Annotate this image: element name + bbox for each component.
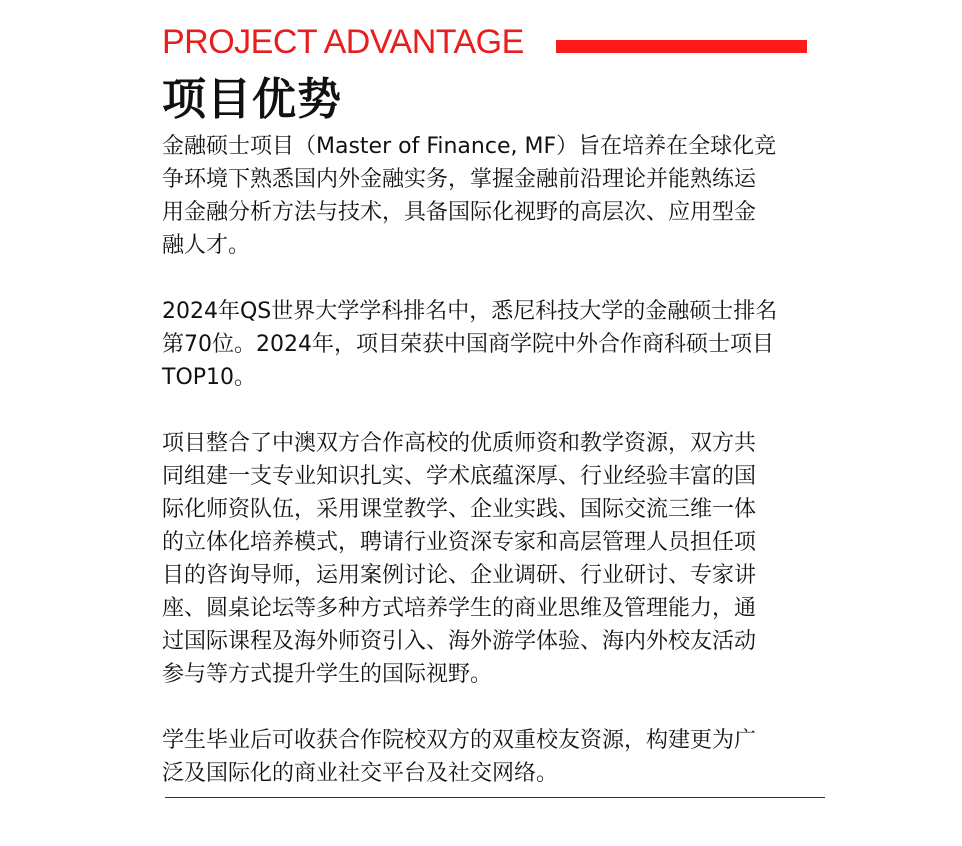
bottom-divider xyxy=(165,797,825,798)
paragraph-alumni xyxy=(162,724,802,790)
text-line: 2024年QS世界大学学科排名中，悉尼科技大学的金融硕士排名 xyxy=(162,299,778,324)
text-line: 同组建一支专业知识扎实、学术底蕴深厚、行业经验丰富的国 xyxy=(162,464,757,489)
text-line: 学生毕业后可收获合作院校双方的双重校友资源，构建更为广 xyxy=(162,728,757,753)
paragraph-intro xyxy=(162,130,802,262)
text-line: 座、圆桌论坛等多种方式培养学生的商业思维及管理能力，通 xyxy=(162,596,757,621)
text-line: 金融硕士项目（Master of Finance, MF）旨在培养在全球化竞 xyxy=(162,134,777,159)
text-line: 争环境下熟悉国内外金融实务，掌握金融前沿理论并能熟练运 xyxy=(162,167,757,192)
text-line: 第70位。2024年，项目荣获中国商学院中外合作商科硕士项目 xyxy=(162,332,774,357)
text-line: 的立体化培养模式，聘请行业资深专家和高层管理人员担任项 xyxy=(162,530,757,555)
text-line: 用金融分析方法与技术，具备国际化视野的高层次、应用型金 xyxy=(162,200,757,225)
text-line: 融人才。 xyxy=(162,233,251,258)
text-line: 泛及国际化的商业社交平台及社交网络。 xyxy=(162,761,559,786)
page-title: 项目优势 xyxy=(162,74,342,125)
section-eyebrow: PROJECT ADVANTAGE xyxy=(162,23,524,61)
text-line: 过国际课程及海外师资引入、海外游学体验、海内外校友活动 xyxy=(162,629,757,654)
paragraph-ranking xyxy=(162,295,802,394)
content-body xyxy=(162,130,802,823)
text-line: 目的咨询导师，运用案例讨论、企业调研、行业研讨、专家讲 xyxy=(162,563,757,588)
text-line: 际化师资队伍，采用课堂教学、企业实践、国际交流三维一体 xyxy=(162,497,757,522)
text-line: 项目整合了中澳双方合作高校的优质师资和教学资源，双方共 xyxy=(162,431,757,456)
text-line: TOP10。 xyxy=(162,365,257,390)
text-line: 参与等方式提升学生的国际视野。 xyxy=(162,662,493,687)
red-accent-bar xyxy=(556,40,807,53)
paragraph-faculty xyxy=(162,427,802,691)
